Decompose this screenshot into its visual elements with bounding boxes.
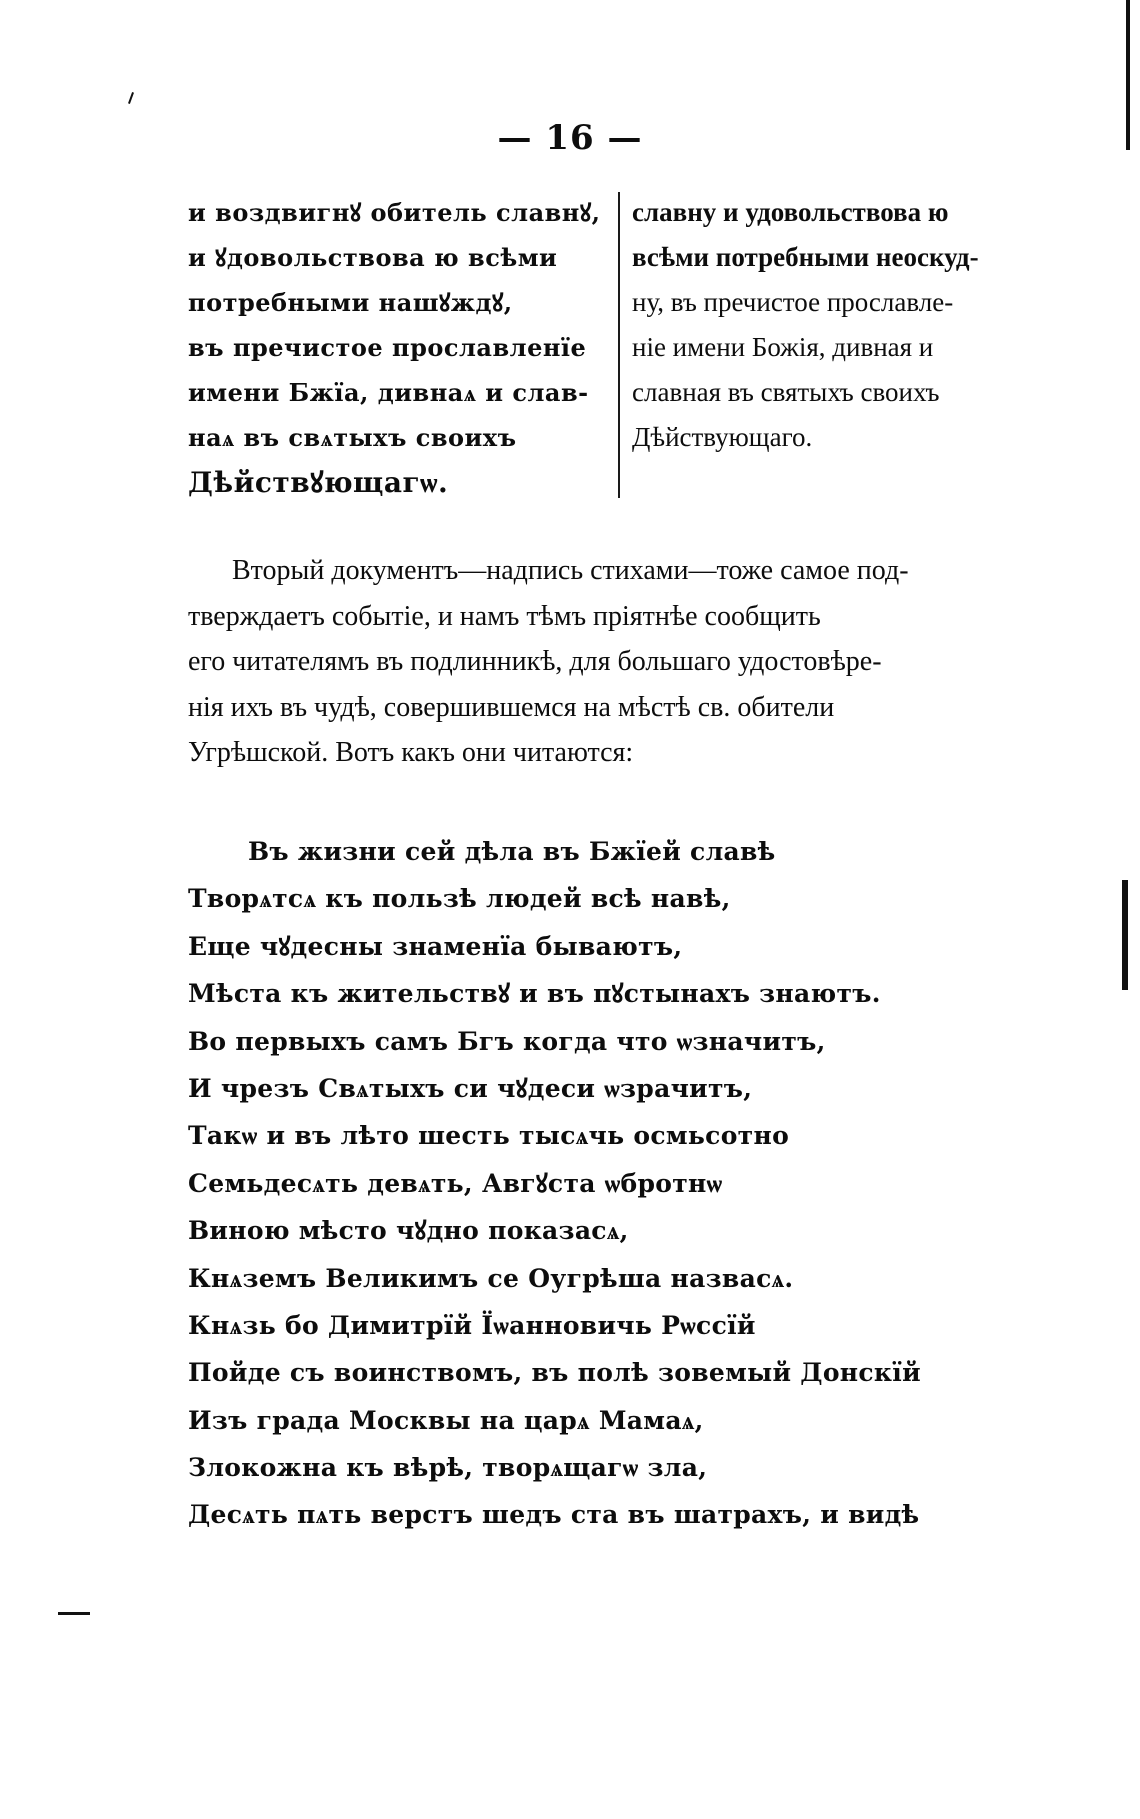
poem-line: Виною мѣсто чꙋдно показасѧ, — [188, 1216, 629, 1246]
church-slavonic-line: наѧ въ свѧтыхъ своихъ — [188, 423, 517, 452]
poem-line: Еще чꙋдесны знаменїа бываютъ, — [188, 931, 683, 961]
paragraph-line: Угрѣшской. Вотъ какъ они читаются: — [188, 737, 634, 768]
poem-line: Семьдесѧть девѧть, Авгꙋста ѡбротнѡ — [188, 1168, 723, 1198]
poem-line: Такѡ и въ лѣто шесть тысѧчь осмьсотно — [188, 1121, 790, 1151]
body-paragraph — [188, 548, 1040, 776]
poem-line: Во первыхъ самъ Бгъ когда что ѡзначитъ, — [188, 1026, 826, 1056]
church-slavonic-line: въ пречистое прославленїе — [188, 333, 587, 362]
poem-line: Въ жизни сей дѣла въ Бжїей славѣ — [248, 837, 776, 866]
church-slavonic-line: имени Бжїа, дивнаѧ и слав- — [188, 378, 589, 407]
paragraph-line: его читателямъ въ подлинникѣ, для большаго удостовѣре- — [188, 646, 882, 677]
poem-line: Десѧть пѧть верстъ шедъ ста въ шатрахъ, и видѣ — [188, 1500, 920, 1530]
translation-line: ну, въ пречистое прославле- — [632, 287, 954, 317]
poem-line: Кнѧземъ Великимъ се Оугрѣша назвасѧ. — [188, 1263, 794, 1293]
poem-line: Изъ града Москвы на царѧ Мамаѧ, — [188, 1405, 704, 1435]
translation-line: славну и удовольствова ю — [632, 197, 949, 227]
scan-edge-mark — [1122, 880, 1128, 990]
scan-edge-mark — [1126, 0, 1130, 150]
scan-stray-mark — [58, 1612, 90, 1615]
translation-line: всѣми потребными неоскуд- — [632, 242, 979, 272]
column-divider — [618, 192, 620, 498]
church-slavonic-line: потребными нашꙋждꙋ, — [188, 288, 513, 317]
church-slavonic-column — [188, 190, 608, 505]
church-slavonic-line: и ꙋдовольствова ю всѣми — [188, 243, 558, 272]
church-slavonic-line: и воздвигнꙋ обитель славнꙋ, — [188, 198, 601, 227]
poem-line: И чрезъ Свѧтыхъ си чꙋдеси ѡзрачитъ, — [188, 1073, 753, 1103]
scan-stray-mark — [128, 92, 134, 104]
translation-line: ніе имени Божія, дивная и — [632, 332, 934, 362]
paragraph-line: нія ихъ въ чудѣ, совершившемся на мѣстѣ св. обители — [188, 691, 835, 723]
translation-line: Дѣйствующаго. — [632, 422, 813, 452]
inscription-poem — [188, 828, 1040, 1539]
church-slavonic-line: Дѣйствꙋющагѡ. — [188, 466, 449, 499]
paragraph-line: Вторый документъ—надпись стихами—тоже самое под- — [232, 555, 909, 586]
page-number: — 16 — — [497, 118, 643, 158]
poem-line: Творѧтсѧ къ пользѣ людей всѣ навѣ, — [188, 884, 731, 914]
parallel-text-columns — [188, 190, 1050, 505]
translation-line: славная въ святыхъ своихъ — [632, 377, 940, 407]
poem-line: Злокожна къ вѣрѣ, творѧщагѡ зла, — [188, 1453, 708, 1483]
poem-line: Мѣста къ жительствꙋ и въ пꙋстынахъ знаютъ. — [188, 979, 881, 1009]
poem-line: Кнѧзь бо Димитрїй Їѡанновичь Рѡссїй — [188, 1310, 756, 1340]
russian-translation-column — [632, 190, 1050, 460]
paragraph-line: тверждаетъ событіе, и намъ тѣмъ пріятнѣе сообщить — [188, 600, 821, 632]
poem-line: Пойде съ воинствомъ, въ полѣ зовемый Донскїй — [188, 1358, 921, 1388]
